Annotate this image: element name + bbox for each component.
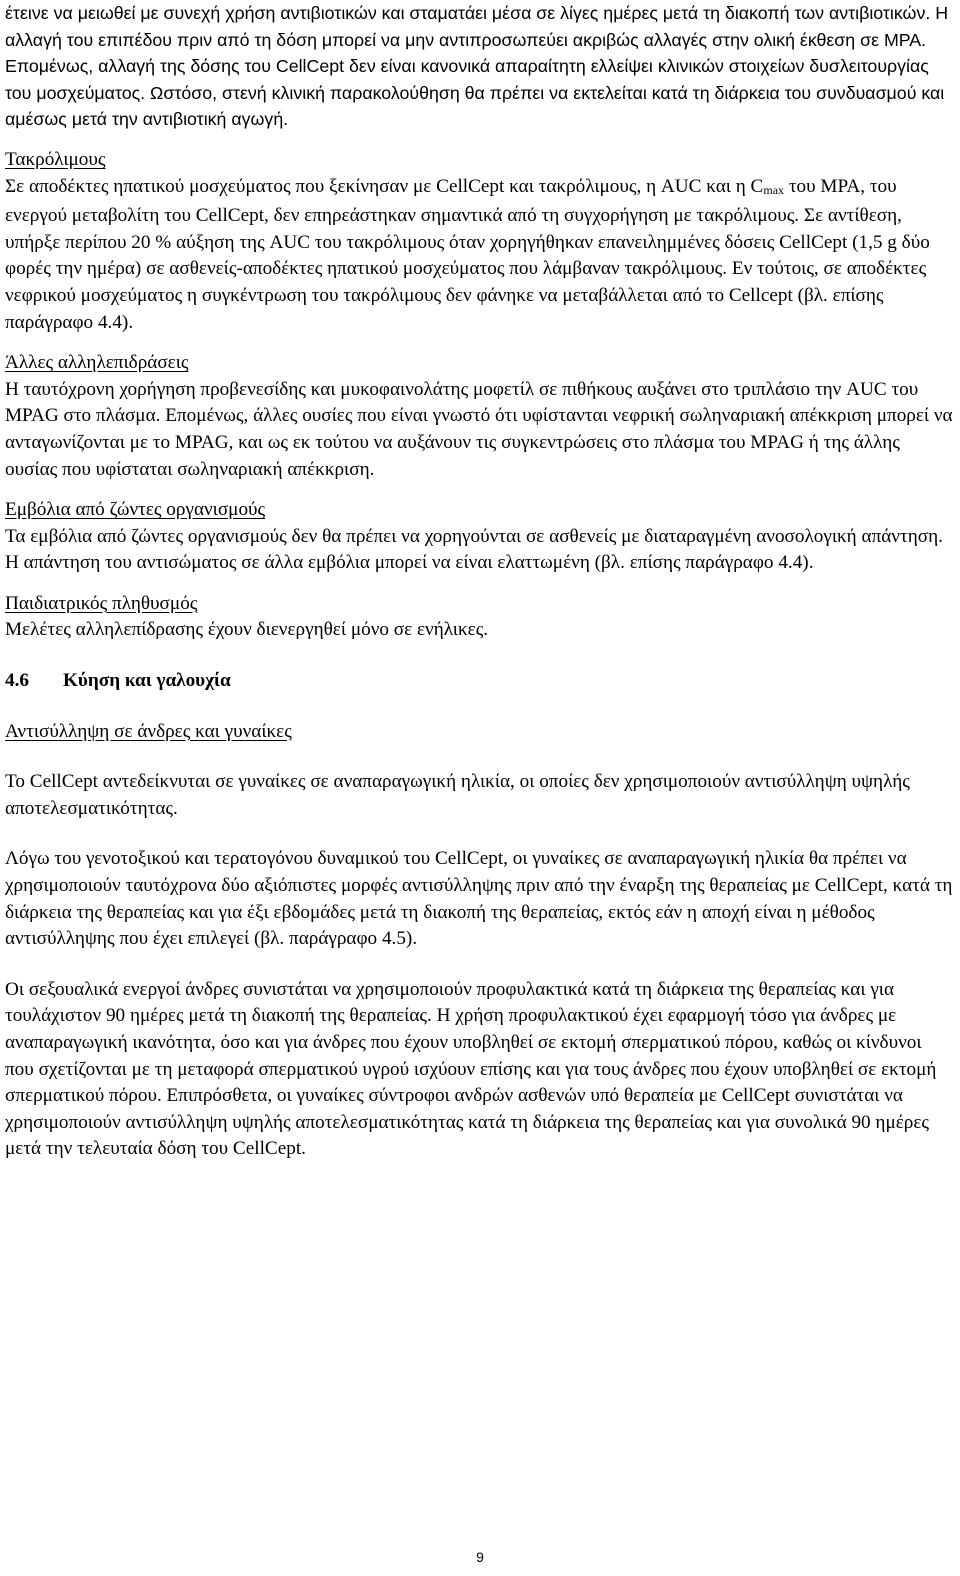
- live-vaccines-paragraph: Τα εμβόλια από ζώντες οργανισμούς δεν θα πρέπει να χορηγούνται σε ασθενείς με διαταραγμένη ανοσολογική απάντηση. Η απάντηση του αντισώματος σε άλλα εμβόλια μπορεί να είναι ελαττωμένη (βλ. επίσης παράγραφο 4.4).: [5, 525, 943, 574]
- tacrolimus-heading: Τακρόλιμους: [5, 148, 106, 170]
- tacrolimus-text-a: Σε αποδέκτες ηπατικού μοσχεύματος που ξεκίνησαν με CellCept και τακρόλιμους, η AUC και η C: [5, 175, 764, 197]
- pediatric-heading: Παιδιατρικός πληθυσμός: [5, 592, 198, 614]
- page-number: 9: [476, 1549, 484, 1565]
- document-page: [5, 0, 955, 1163]
- pediatric-paragraph: Μελέτες αλληλεπίδρασης έχουν διενεργηθεί μόνο σε ενήλικες.: [5, 619, 489, 641]
- cmax-subscript: max: [763, 182, 785, 197]
- contraception-heading: Αντισύλληψη σε άνδρες και γυναίκες: [5, 720, 292, 742]
- contraception-paragraph-1: Το CellCept αντεδείκνυται σε γυναίκες σε αναπαραγωγική ηλικία, οι οποίες δεν χρησιμοποιούν αντισύλληψη υψηλής αποτελεσματικότητας.: [5, 771, 910, 819]
- tacrolimus-text-b: του MPA, του ενεργού μεταβολίτη του CellCept, δεν επηρεάστηκαν σημαντικά από τη συγχορήγηση με τακρόλιμους. Σε αντίθεση, υπήρξε περίπου 20 % αύξηση της AUC του τακρόλιμους όταν χορηγήθηκαν επανειλημμένες δόσεις CellCept (1,5 g δύο φορές την ημέρα) σε ασθενείς-αποδέκτες ηπατικού μοσχεύματος που λάμβαναν τακρόλιμους. Εν τούτοις, σε αποδέκτες νεφρικού μοσχεύματος η συγκέντρωση του τακρόλιμους δεν φάνηκε να μεταβάλλεται από το Cellcept (βλ. επίσης παράγραφο 4.4).: [5, 175, 930, 333]
- section-number: 4.6: [5, 670, 29, 692]
- tacrolimus-paragraph: [5, 174, 955, 337]
- section-title: [5, 668, 955, 695]
- contraception-paragraph-2: Λόγω του γενοτοξικού και τερατογόνου δυναμικού του CellCept, οι γυναίκες σε αναπαραγωγική ηλικία θα πρέπει να χρησιμοποιούν ταυτόχρονα δύο αξιόπιστες μορφές αντισύλληψης πριν από την έναρξη της θεραπείας με CellCept, κατά τη διάρκεια της θεραπείας και για έξι εβδομάδες μετά τη διακοπή της θεραπείας, εκτός εάν η αποχή είναι η μέθοδος αντισύλληψης που έχει επιλεγεί (βλ. παράγραφο 4.5).: [5, 848, 953, 950]
- other-interactions-paragraph: Η ταυτόχρονη χορήγηση προβενεσίδης και μυκοφαινολάτης μοφετίλ σε πιθήκους αυξάνει στο τριπλάσιο την AUC του MPAG στο πλάσμα. Επομένως, άλλες ουσίες που είναι γνωστό ότι υφίστανται νεφρική σωληναριακή απέκκριση μπορεί να ανταγωνίζονται με το MPAG, και ως εκ τούτου να αυξάνουν τις συγκεντρώσεις στο πλάσμα του MPAG ή της άλλης ουσίας που υφίσταται σωληναριακή απέκκριση.: [5, 378, 953, 480]
- contraception-paragraph-3: Οι σεξουαλικά ενεργοί άνδρες συνιστάται να χρησιμοποιούν προφυλακτικά κατά τη διάρκεια της θεραπείας και για τουλάχιστον 90 ημέρες μετά τη διακοπή της θεραπείας. Η χρήση προφυλακτικού έχει εφαρμογή τόσο για άνδρες με αναπαραγωγική ικανότητα, όσο και για άνδρες που έχουν υποβληθεί σε εκτομή σπερματικού πόρου, καθώς οι κίνδυνοι που σχετίζονται με τη μεταφορά σπερματικού υγρού ισχύουν επίσης και για τους άνδρες που έχουν υποβληθεί σε εκτομή σπερματικού πόρου. Επιπρόσθετα, οι γυναίκες σύντροφοι ανδρών ασθενών υπό θεραπεία με CellCept συνιστάται να χρησιμοποιούν αντισύλληψη υψηλής αποτελεσματικότητας κατά τη διάρκεια της θεραπείας και για συνολικά 90 ημέρες μετά την τελευταία δόση του CellCept.: [5, 978, 937, 1160]
- section-title-text: Κύηση και γαλουχία: [63, 670, 231, 692]
- intro-paragraph: έτεινε να μειωθεί με συνεχή χρήση αντιβιοτικών και σταματάει μέσα σε λίγες ημέρες μετά τη διακοπή των αντιβιοτικών. Η αλλαγή του επιπέδου πριν από τη δόση μπορεί να μην αντιπροσωπεύει ακριβώς αλλαγές στην ολική έκθεση σε MPA. Επομένως, αλλαγή της δόσης του CellCept δεν είναι κανονικά απαραίτητη ελλείψει κλινικών στοιχείων δυσλειτουργίας του μοσχεύματος. Ωστόσο, στενή κλινική παρακολούθηση θα πρέπει να εκτελείται κατά τη διάρκεια του συνδυασμού και αμέσως μετά την αντιβιοτική αγωγή.: [5, 3, 949, 130]
- other-interactions-heading: Άλλες αλληλεπιδράσεις: [5, 352, 189, 374]
- live-vaccines-heading: Εμβόλια από ζώντες οργανισμούς: [5, 499, 266, 521]
